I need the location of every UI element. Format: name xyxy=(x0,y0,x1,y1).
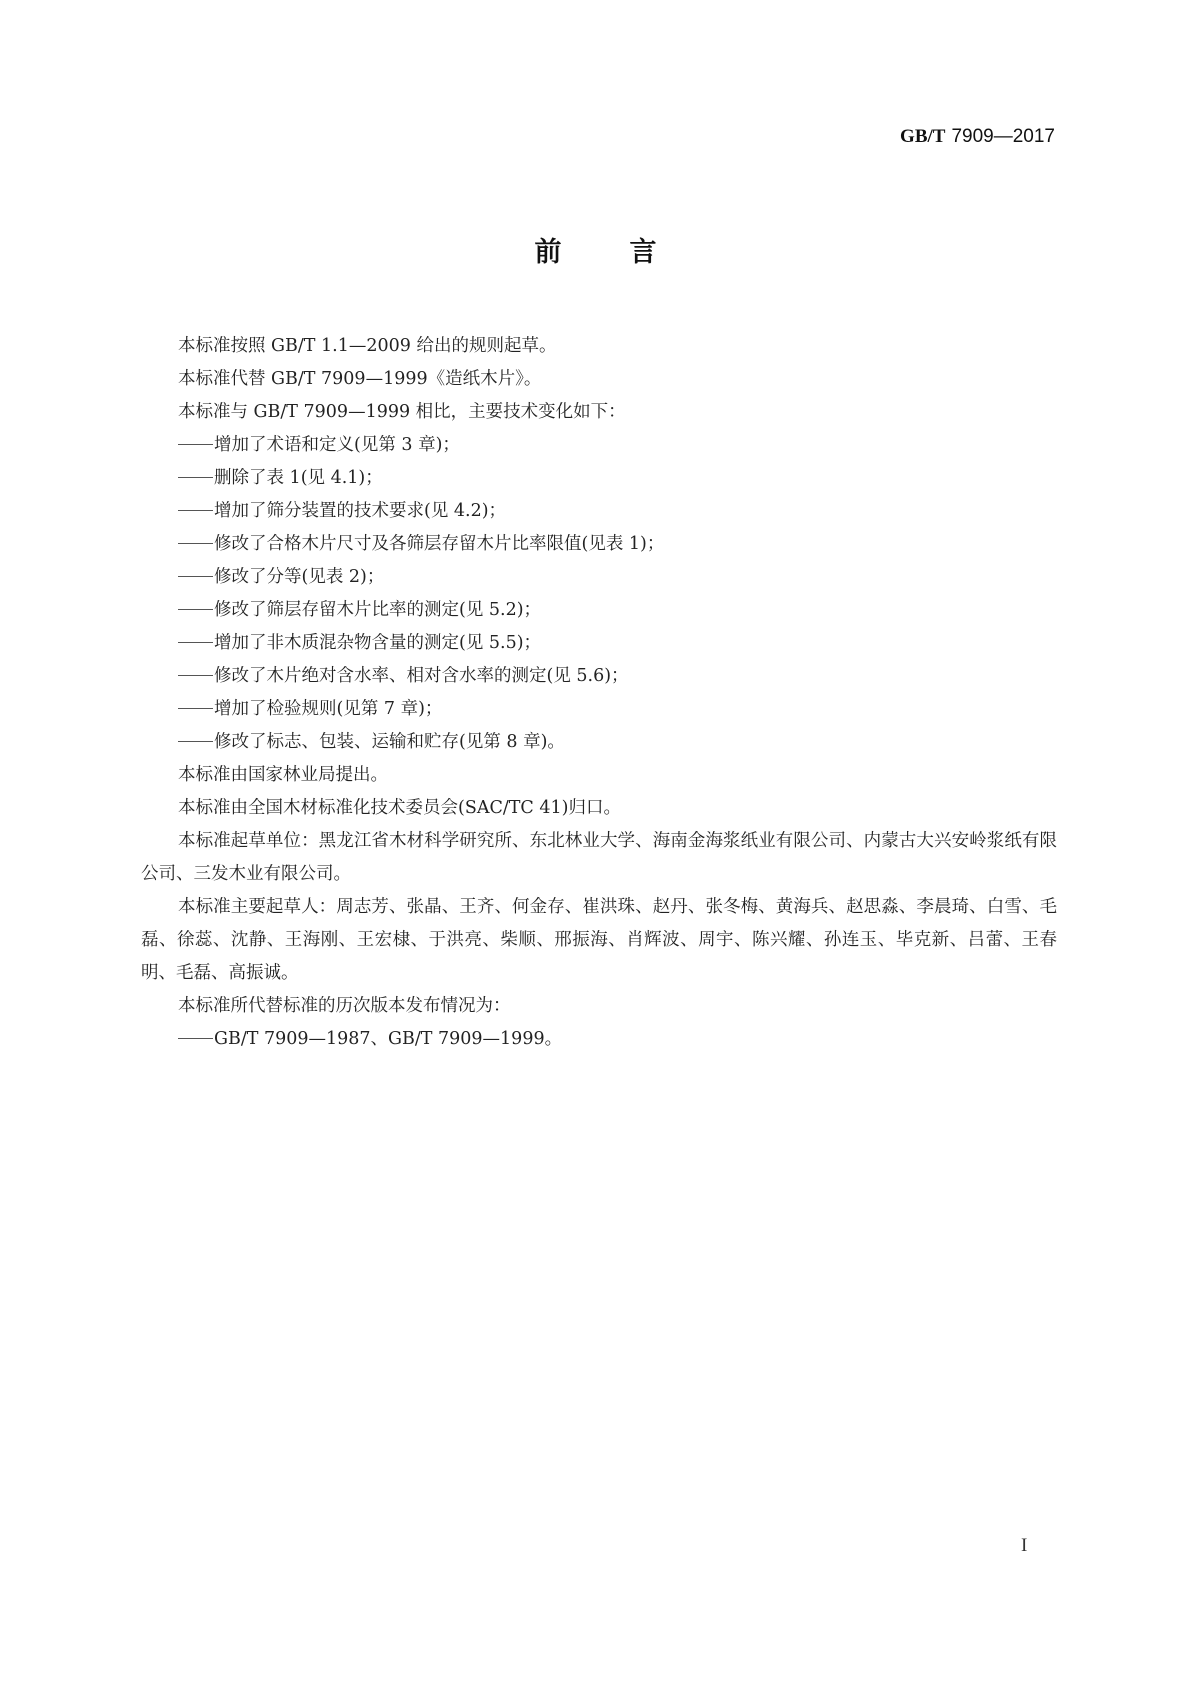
dash-bullet xyxy=(178,510,213,511)
dash-bullet xyxy=(178,741,213,742)
foreword-body xyxy=(141,330,1057,1056)
list-item: 删除了表 1(见 4.1)； xyxy=(141,462,1057,495)
paragraph-drafting-units: 本标准起草单位：黑龙江省木材科学研究所、东北林业大学、海南金海浆纸业有限公司、内蒙古大兴安岭浆纸有限公司、三发木业有限公司。 xyxy=(141,831,1057,884)
list-item-history: GB/T 7909—1987、GB/T 7909—1999。 xyxy=(141,1023,1057,1056)
paragraph-changes-intro: 本标准与 GB/T 7909—1999 相比，主要技术变化如下： xyxy=(178,402,626,422)
list-item: 增加了非木质混杂物含量的测定(见 5.5)； xyxy=(141,627,1057,660)
standard-prefix: GB/T xyxy=(900,126,946,147)
title-char-1: 前 xyxy=(534,237,562,268)
list-item: 修改了木片绝对含水率、相对含水率的测定(见 5.6)； xyxy=(141,660,1057,693)
page-number: I xyxy=(1021,1535,1028,1556)
list-item: 增加了检验规则(见第 7 章)； xyxy=(141,693,1057,726)
paragraph-replaces: 本标准代替 GB/T 7909—1999《造纸木片》。 xyxy=(178,369,542,389)
title-char-2: 言 xyxy=(629,237,657,268)
dash-bullet xyxy=(178,642,213,643)
paragraph-drafters: 本标准主要起草人：周志芳、张晶、王齐、何金存、崔洪珠、赵丹、张冬梅、黄海兵、赵思淼、李晨琦、白雪、毛磊、徐蕊、沈静、王海刚、王宏棣、于洪亮、柴顺、邢振海、肖辉波、周宇、陈兴耀、孙连玉、毕克新、吕蕾、王春明、毛磊、高振诚。 xyxy=(141,897,1057,983)
dash-bullet xyxy=(178,609,213,610)
standard-code xyxy=(900,126,1055,148)
list-item: 修改了筛层存留木片比率的测定(见 5.2)； xyxy=(141,594,1057,627)
paragraph-proposed-by: 本标准由国家林业局提出。 xyxy=(178,765,388,785)
dash-bullet xyxy=(178,444,213,445)
paragraph-centralized-by: 本标准由全国木材标准化技术委员会(SAC/TC 41)归口。 xyxy=(178,798,621,818)
dash-bullet xyxy=(178,1038,213,1039)
dash-bullet xyxy=(178,477,213,478)
paragraph-history-intro: 本标准所代替标准的历次版本发布情况为： xyxy=(178,996,511,1016)
list-item: 增加了筛分装置的技术要求(见 4.2)； xyxy=(141,495,1057,528)
list-item: 修改了合格木片尺寸及各筛层存留木片比率限值(见表 1)； xyxy=(141,528,1057,561)
list-item: 增加了术语和定义(见第 3 章)； xyxy=(141,429,1057,462)
dash-bullet xyxy=(178,675,213,676)
paragraph-drafting-rules: 本标准按照 GB/T 1.1—2009 给出的规则起草。 xyxy=(178,336,557,356)
list-item: 修改了分等(见表 2)； xyxy=(141,561,1057,594)
changes-list xyxy=(141,429,1057,759)
dash-bullet xyxy=(178,708,213,709)
list-item: 修改了标志、包装、运输和贮存(见第 8 章)。 xyxy=(141,726,1057,759)
standard-number: 7909—2017 xyxy=(951,126,1055,147)
dash-bullet xyxy=(178,543,213,544)
page-title xyxy=(0,230,1191,269)
dash-bullet xyxy=(178,576,213,577)
